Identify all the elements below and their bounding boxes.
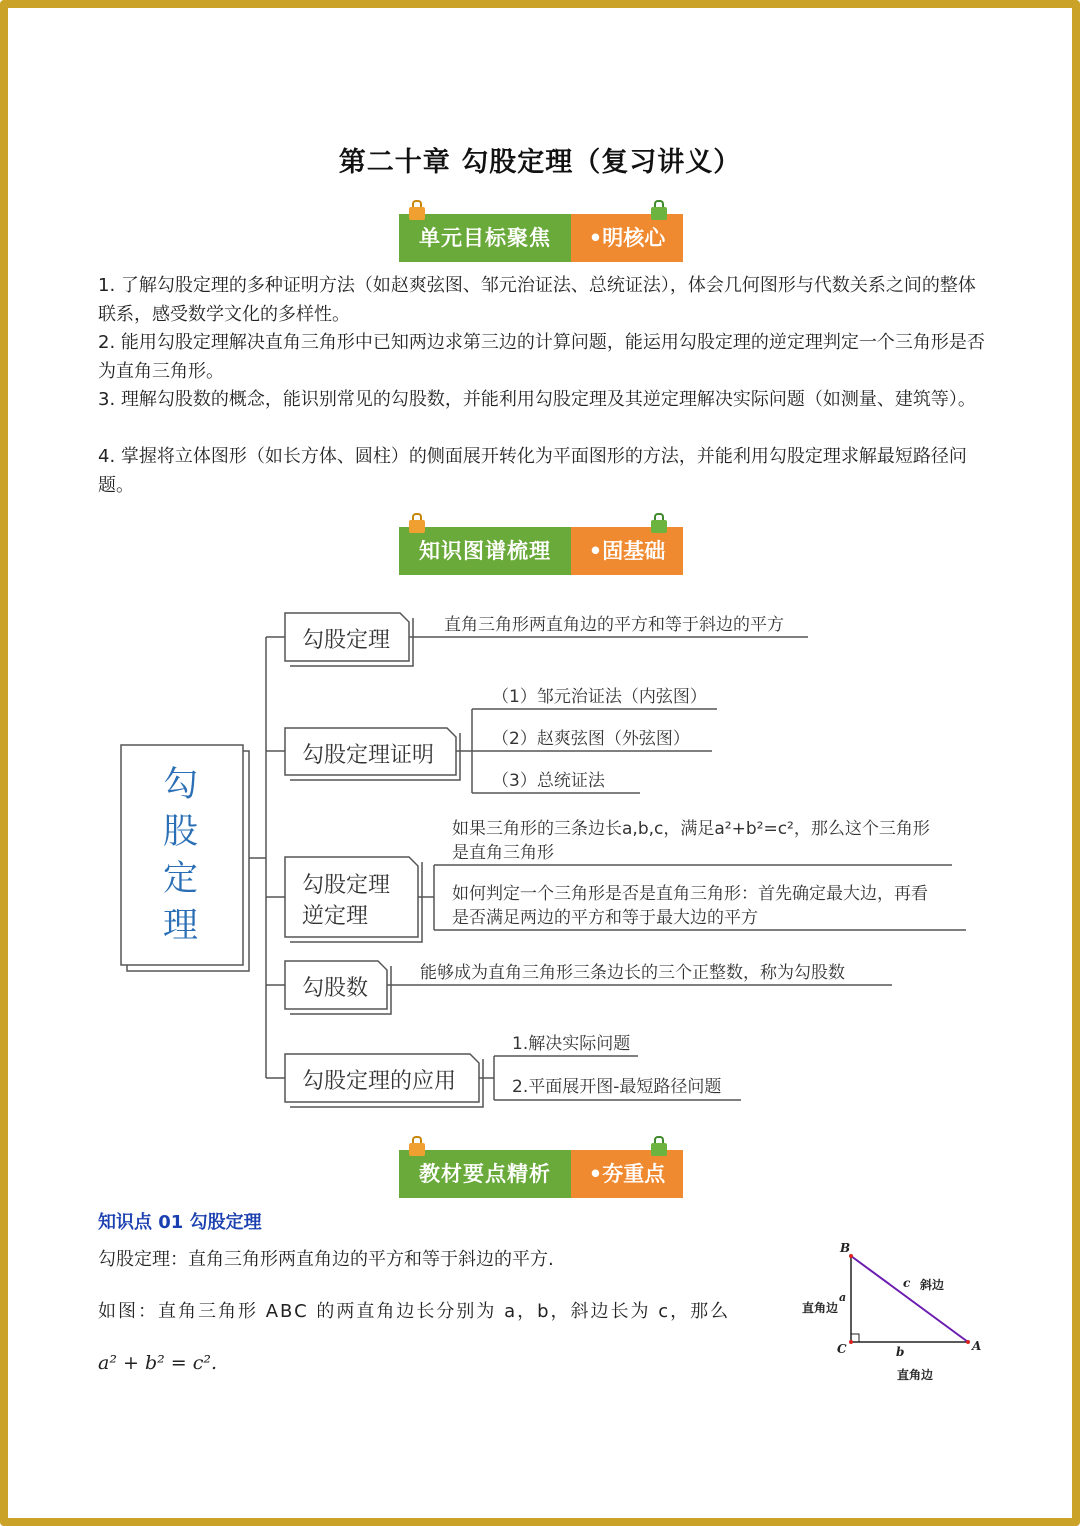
banner-right-text: •固基础 xyxy=(588,539,666,563)
leg-label-bottom: 直角边 xyxy=(897,1368,934,1382)
section-banner-keypoints xyxy=(399,1150,683,1198)
banner-right-text: •夯重点 xyxy=(588,1162,666,1186)
binder-clip-icon xyxy=(409,1136,425,1158)
node-application-label: 勾股定理的应用 xyxy=(302,1069,457,1094)
vertex-b-label: B xyxy=(840,1241,851,1255)
leaf-application-1: 1.解决实际问题 xyxy=(512,1034,631,1054)
pythagorean-formula: a² + b² = c². xyxy=(98,1352,218,1374)
binder-clip-icon xyxy=(651,1136,667,1158)
objective-1: 1. 了解勾股定理的多种证明方法（如赵爽弦图、邹元治证法、总统证法），体会几何图形与代数关系之间的整体联系，感受数学文化的多样性。 xyxy=(98,275,976,325)
node-converse-label-1: 勾股定理 xyxy=(302,873,391,898)
leaf-converse-2a: 如何判定一个三角形是否是直角三角形：首先确定最大边，再看 xyxy=(452,884,928,904)
leaf-proof-2: （2）赵爽弦图（外弦图） xyxy=(492,729,690,749)
node-converse-label-2: 逆定理 xyxy=(302,904,369,929)
leaf-proof-3: （3）总统证法 xyxy=(492,771,605,791)
leaf-proof-1: （1）邹元治证法（内弦图） xyxy=(492,687,707,707)
knowledge-point-statement: 勾股定理：直角三角形两直角边的平方和等于斜边的平方. xyxy=(98,1249,554,1270)
side-c-label: c xyxy=(903,1276,911,1290)
leg-label-left: 直角边 xyxy=(802,1301,839,1315)
objective-2: 2. 能用勾股定理解决直角三角形中已知两边求第三边的计算问题，能运用勾股定理的逆定理判定一个三角形是否为直角三角形。 xyxy=(98,332,985,382)
node-triples-label: 勾股数 xyxy=(302,976,369,1001)
banner-left-text: 知识图谱梳理 xyxy=(419,539,551,563)
knowledge-point-title: 知识点 01 勾股定理 xyxy=(98,1212,262,1233)
objective-3: 3. 理解勾股数的概念，能识别常见的勾股数，并能利用勾股定理及其逆定理解决实际问题（如测量、建筑等）。 xyxy=(98,389,976,410)
banner-right-text: •明核心 xyxy=(588,226,666,250)
leaf-application-2: 2.平面展开图-最短路径问题 xyxy=(512,1077,722,1097)
page-title: 第二十章 勾股定理（复习讲义） xyxy=(338,147,742,178)
side-b-label: b xyxy=(896,1345,905,1359)
vertex-c-label: C xyxy=(837,1342,847,1356)
side-a-label: a xyxy=(839,1291,847,1304)
leaf-converse-2b: 是否满足两边的平方和等于最大边的平方 xyxy=(452,908,758,928)
hypotenuse-label: 斜边 xyxy=(920,1278,945,1292)
node-proof-label: 勾股定理证明 xyxy=(302,743,435,768)
leaf-converse-1b: 是直角三角形 xyxy=(452,843,554,863)
node-theorem-label: 勾股定理 xyxy=(302,628,391,653)
banner-left-text: 单元目标聚焦 xyxy=(419,226,551,250)
banner-left-text: 教材要点精析 xyxy=(419,1162,551,1186)
leaf-theorem: 直角三角形两直角边的平方和等于斜边的平方 xyxy=(444,615,784,635)
vertex-a-label: A xyxy=(972,1339,982,1353)
leaf-converse-1a: 如果三角形的三条边长a,b,c，满足a²+b²=c²，那么这个三角形 xyxy=(452,819,930,839)
leaf-triples: 能够成为直角三角形三条边长的三个正整数，称为勾股数 xyxy=(420,963,845,983)
objective-4: 4. 掌握将立体图形（如长方体、圆柱）的侧面展开转化为平面图形的方法，并能利用勾股定理求解最短路径问题。 xyxy=(98,446,967,496)
mind-map-root: 勾 股 定 理 xyxy=(163,765,199,946)
knowledge-point-description: 如图：直角三角形 ABC 的两直角边长分别为 a，b，斜边长为 c，那么 xyxy=(98,1301,731,1322)
